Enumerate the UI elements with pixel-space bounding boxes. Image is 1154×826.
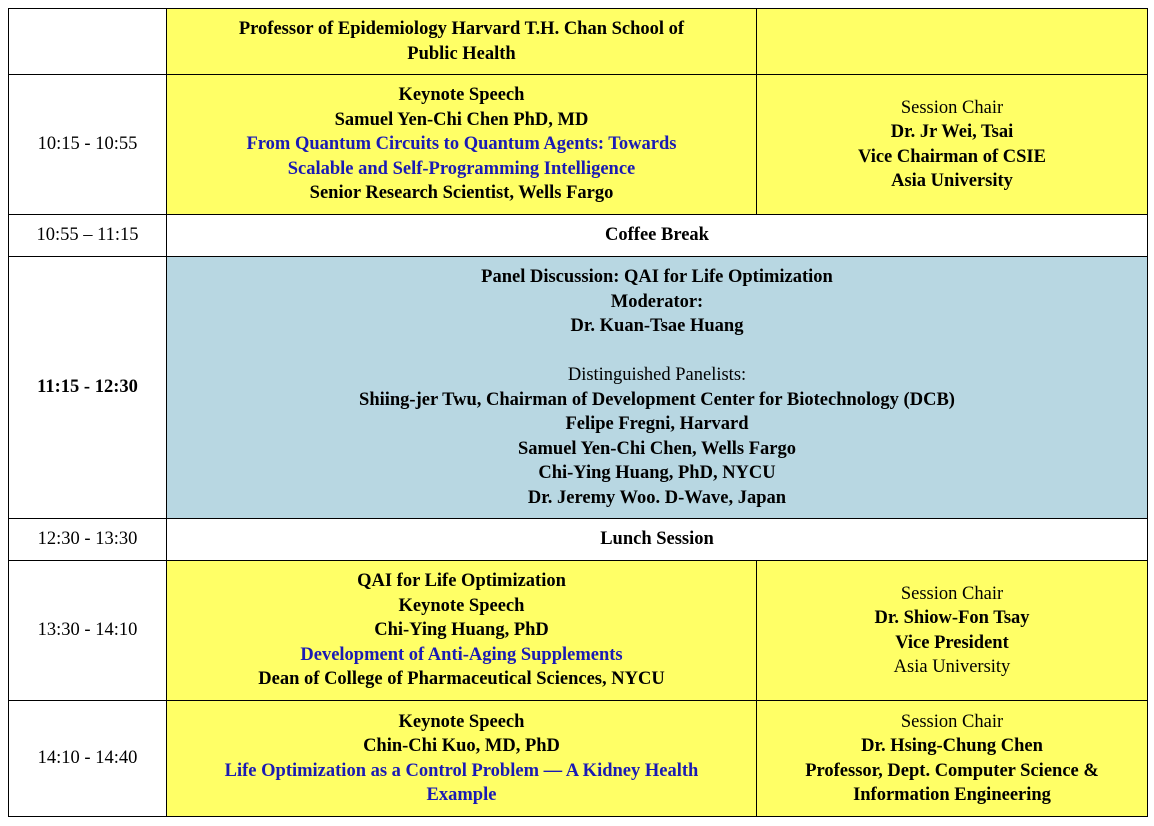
session-type: Keynote Speech — [398, 711, 525, 732]
session-cell — [167, 9, 757, 75]
time-cell: 10:55 – 11:15 — [9, 215, 167, 257]
table-row — [9, 701, 1148, 817]
session-type: Keynote Speech — [398, 85, 525, 106]
chair-label: Session Chair — [900, 583, 1004, 604]
time-cell — [9, 9, 167, 75]
panelists-label: Distinguished Panelists: — [567, 365, 747, 385]
table-row — [9, 519, 1148, 561]
panelist: Samuel Yen-Chi Chen, Wells Fargo — [517, 438, 797, 459]
panel-title: Panel Discussion: QAI for Life Optimization — [481, 267, 833, 287]
panelist: Chi-Ying Huang, PhD, NYCU — [538, 463, 776, 483]
table-row — [9, 561, 1148, 701]
talk-title: Scalable and Self-Programming Intelligence — [287, 158, 636, 179]
chair-role: Vice Chairman of CSIE — [858, 146, 1046, 167]
table-row — [9, 215, 1148, 257]
panelist: Dr. Jeremy Woo. D-Wave, Japan — [527, 487, 787, 508]
chair-role: Vice President — [895, 632, 1009, 653]
panel-cell — [167, 257, 1148, 519]
break-cell: Coffee Break — [167, 215, 1148, 257]
talk-title: Life Optimization as a Control Problem — A Kidney Health — [224, 760, 699, 781]
chair-cell — [757, 9, 1148, 75]
time-cell: 10:15 - 10:55 — [9, 75, 167, 215]
chair-role: Professor, Dept. Computer Science & — [805, 760, 1099, 781]
speaker-name: Chin-Chi Kuo, MD, PhD — [363, 736, 560, 756]
agenda-table — [8, 8, 1148, 817]
time-cell: 12:30 - 13:30 — [9, 519, 167, 561]
table-row — [9, 257, 1148, 519]
talk-title: Example — [426, 785, 497, 805]
panelist: Shiing-jer Twu, Chairman of Development Center for Biotechnology (DCB) — [359, 389, 955, 410]
chair-label: Session Chair — [900, 97, 1004, 118]
session-type: Keynote Speech — [398, 595, 525, 616]
table-row — [9, 9, 1148, 75]
moderator-name: Dr. Kuan-Tsae Huang — [570, 316, 744, 336]
affiliation-text: Public Health — [407, 43, 516, 64]
chair-name: Dr. Hsing-Chung Chen — [861, 736, 1043, 756]
session-name: QAI for Life Optimization — [357, 571, 566, 592]
talk-title: Development of Anti-Aging Supplements — [300, 644, 623, 665]
chair-org: Asia University — [891, 171, 1013, 191]
session-cell — [167, 75, 757, 215]
affiliation-text: Professor of Epidemiology Harvard T.H. Chan School of — [238, 19, 685, 39]
chair-label: Session Chair — [900, 711, 1004, 732]
table-row — [9, 75, 1148, 215]
moderator-label: Moderator: — [610, 291, 704, 312]
chair-org: Asia University — [893, 657, 1011, 677]
chair-cell — [757, 561, 1148, 701]
time-cell: 13:30 - 14:10 — [9, 561, 167, 701]
break-cell: Lunch Session — [167, 519, 1148, 561]
talk-title: From Quantum Circuits to Quantum Agents: Towards — [246, 134, 677, 155]
chair-name: Dr. Jr Wei, Tsai — [890, 122, 1014, 142]
time-cell: 14:10 - 14:40 — [9, 701, 167, 817]
time-cell: 11:15 - 12:30 — [9, 257, 167, 519]
chair-name: Dr. Shiow-Fon Tsay — [874, 608, 1030, 628]
chair-cell — [757, 75, 1148, 215]
session-cell — [167, 701, 757, 817]
speaker-name: Chi-Ying Huang, PhD — [374, 620, 549, 641]
chair-org: Information Engineering — [853, 785, 1051, 805]
speaker-name: Samuel Yen-Chi Chen PhD, MD — [334, 109, 589, 130]
spacer — [173, 339, 1141, 364]
chair-cell — [757, 701, 1148, 817]
speaker-affiliation: Dean of College of Pharmaceutical Sciences, NYCU — [258, 669, 665, 690]
session-cell — [167, 561, 757, 701]
panelist: Felipe Fregni, Harvard — [565, 414, 749, 434]
speaker-affiliation: Senior Research Scientist, Wells Fargo — [309, 183, 614, 204]
